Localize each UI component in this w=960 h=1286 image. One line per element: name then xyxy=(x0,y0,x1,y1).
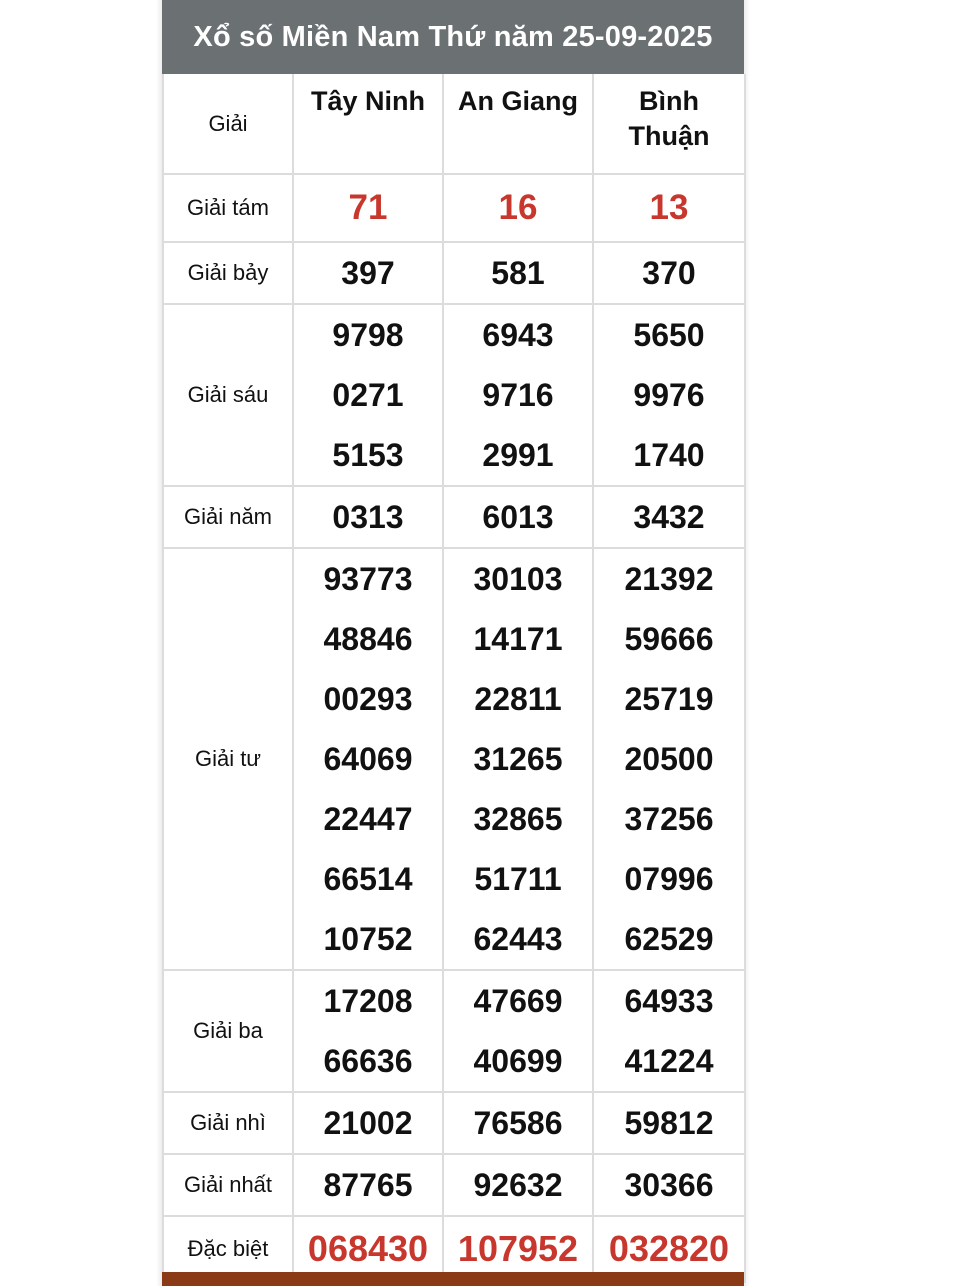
prize-number: 16 xyxy=(498,188,538,227)
prize-cell xyxy=(293,970,443,1092)
prize-cell xyxy=(593,486,745,548)
prize-number: 41224 xyxy=(624,1043,714,1079)
prize-column-header: Giải xyxy=(163,74,293,174)
province-header-tay-ninh[interactable]: Tây Ninh xyxy=(293,74,443,174)
prize-number: 9798 xyxy=(332,317,404,353)
prize-number: 47669 xyxy=(473,983,563,1019)
prize-number: 5650 xyxy=(633,317,705,353)
prize-cell xyxy=(443,174,593,242)
prize-cell xyxy=(293,242,443,304)
prize-label: Giải sáu xyxy=(163,304,293,486)
prize-label: Giải tư xyxy=(163,548,293,970)
province-header-binh-thuan[interactable] xyxy=(593,74,745,174)
prize-number: 71 xyxy=(348,188,388,227)
prize-label: Giải tám xyxy=(163,174,293,242)
prize-row-seventh xyxy=(163,242,745,304)
prize-row-fourth xyxy=(163,548,745,970)
prize-cell xyxy=(593,1092,745,1154)
prize-number: 9716 xyxy=(482,377,554,413)
prize-cell xyxy=(293,1154,443,1216)
prize-cell xyxy=(443,242,593,304)
prize-number: 0271 xyxy=(332,377,404,413)
prize-cell xyxy=(443,486,593,548)
special-prize-number: 068430 xyxy=(307,1228,429,1269)
prize-label: Giải nhì xyxy=(163,1092,293,1154)
prize-number: 37256 xyxy=(624,801,714,837)
prize-row-sixth xyxy=(163,304,745,486)
prize-cell xyxy=(293,1092,443,1154)
prize-cell xyxy=(443,304,593,486)
prize-number: 48846 xyxy=(323,621,413,657)
prize-number: 62443 xyxy=(473,921,563,957)
prize-number: 66514 xyxy=(323,861,413,897)
province-name-binh: Bình xyxy=(639,86,699,116)
prize-number: 30103 xyxy=(473,561,563,597)
province-header-an-giang[interactable]: An Giang xyxy=(443,74,593,174)
prize-number: 17208 xyxy=(323,983,413,1019)
special-prize-number: 032820 xyxy=(608,1228,730,1269)
prize-label: Giải bảy xyxy=(163,242,293,304)
prize-number: 59812 xyxy=(624,1105,714,1141)
prize-number: 5153 xyxy=(332,437,404,473)
prize-number: 87765 xyxy=(323,1167,413,1203)
prize-cell xyxy=(293,548,443,970)
prize-number: 13 xyxy=(649,188,689,227)
prize-number: 22811 xyxy=(474,681,562,717)
prize-number: 9976 xyxy=(633,377,705,413)
prize-number: 40699 xyxy=(473,1043,563,1079)
prize-number: 31265 xyxy=(473,741,563,777)
prize-row-third xyxy=(163,970,745,1092)
prize-number: 3432 xyxy=(633,499,705,535)
prize-cell xyxy=(443,548,593,970)
prize-row-first xyxy=(163,1154,745,1216)
prize-cell xyxy=(593,970,745,1092)
prize-number: 00293 xyxy=(323,681,413,717)
results-title: Xổ số Miền Nam Thứ năm 25-09-2025 xyxy=(162,0,744,74)
prize-label: Giải nhất xyxy=(163,1154,293,1216)
prize-cell xyxy=(593,548,745,970)
prize-row-eighth xyxy=(163,174,745,242)
prize-number: 2991 xyxy=(482,437,554,473)
prize-number: 76586 xyxy=(473,1105,563,1141)
prize-number: 1740 xyxy=(633,437,705,473)
prize-cell xyxy=(593,174,745,242)
prize-row-fifth xyxy=(163,486,745,548)
prize-number: 25719 xyxy=(624,681,714,717)
prize-label: Đặc biệt xyxy=(163,1216,293,1282)
prize-number: 93773 xyxy=(323,561,413,597)
prize-cell xyxy=(443,970,593,1092)
prize-cell xyxy=(293,486,443,548)
lottery-results-panel xyxy=(162,0,744,1286)
prize-number: 14171 xyxy=(473,621,563,657)
prize-cell xyxy=(293,174,443,242)
province-name-thuan: Thuận xyxy=(628,121,710,151)
prize-number: 59666 xyxy=(624,621,714,657)
prize-number: 64933 xyxy=(624,983,714,1019)
prize-number: 21392 xyxy=(624,561,714,597)
prize-number: 30366 xyxy=(624,1167,714,1203)
results-table xyxy=(162,74,746,1283)
prize-number: 397 xyxy=(341,255,395,291)
prize-number: 22447 xyxy=(323,801,413,837)
prize-cell xyxy=(593,242,745,304)
footer-bar xyxy=(162,1272,744,1286)
prize-number: 07996 xyxy=(624,861,714,897)
prize-number: 62529 xyxy=(624,921,714,957)
prize-number: 370 xyxy=(642,255,696,291)
prize-number: 66636 xyxy=(323,1043,413,1079)
prize-number: 581 xyxy=(491,255,545,291)
prize-number: 92632 xyxy=(473,1167,563,1203)
prize-number: 0313 xyxy=(332,499,404,535)
table-header-row xyxy=(163,74,745,174)
special-prize-number: 107952 xyxy=(457,1228,579,1269)
prize-label: Giải năm xyxy=(163,486,293,548)
prize-cell xyxy=(443,1092,593,1154)
prize-number: 10752 xyxy=(323,921,413,957)
prize-number: 32865 xyxy=(473,801,563,837)
prize-cell xyxy=(443,1154,593,1216)
prize-cell xyxy=(593,304,745,486)
prize-cell xyxy=(593,1154,745,1216)
prize-cell xyxy=(293,304,443,486)
prize-number: 51711 xyxy=(474,861,562,897)
prize-label: Giải ba xyxy=(163,970,293,1092)
prize-number: 6943 xyxy=(482,317,554,353)
prize-number: 64069 xyxy=(323,741,413,777)
prize-number: 6013 xyxy=(482,499,554,535)
prize-number: 21002 xyxy=(323,1105,413,1141)
prize-number: 20500 xyxy=(624,741,714,777)
prize-row-second xyxy=(163,1092,745,1154)
